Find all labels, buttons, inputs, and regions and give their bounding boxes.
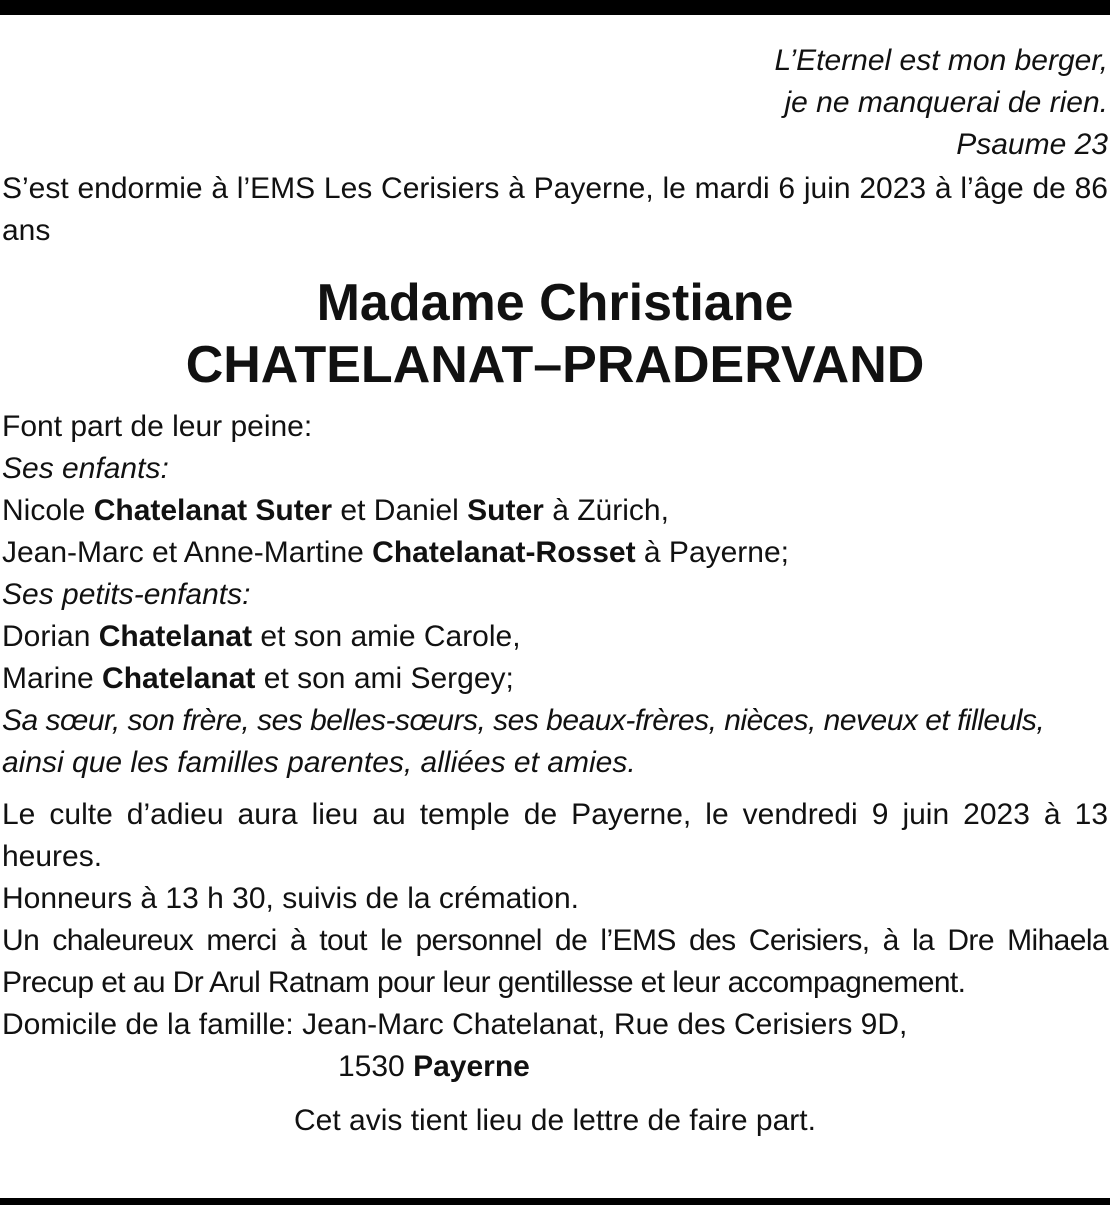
- child-1-first: Nicole: [2, 494, 94, 527]
- family-heading: Font part de leur peine:: [2, 410, 313, 443]
- family-list: [2, 406, 1108, 784]
- child-entry-1: [2, 490, 1108, 532]
- grandchild-entry-1: [2, 616, 1108, 658]
- family-address-line-1: Domicile de la famille: Jean-Marc Chatelanat, Rue des Cerisiers 9D,: [2, 1008, 908, 1041]
- family-address-line-2: [2, 1046, 1108, 1088]
- intro-text: S’est endormie à l’EMS Les Cerisiers à Payerne, le mardi 6 juin 2023 à l’âge de 86 ans: [2, 172, 1108, 247]
- service-info: Le culte d’adieu aura lieu au temple de Payerne, le vendredi 9 juin 2023 à 13 heures.: [2, 798, 1108, 873]
- grandchildren-label: Ses petits-enfants:: [2, 578, 251, 611]
- deceased-name-line-1: Madame Christiane: [316, 274, 794, 332]
- grandchild-1-first: Dorian: [2, 620, 99, 653]
- grandchild-2-first: Marine: [2, 662, 103, 695]
- bottom-rule: [0, 1198, 1110, 1205]
- deceased-name-line-2: CHATELANAT–PRADERVAND: [185, 336, 925, 394]
- grandchild-entry-2: [2, 658, 1108, 700]
- ceremony-details: [2, 794, 1108, 1142]
- grandchild-1-surname: Chatelanat: [98, 620, 253, 653]
- closing-note: Cet avis tient lieu de lettre de faire part.: [294, 1104, 816, 1137]
- grandchild-2-surname: Chatelanat: [102, 662, 256, 695]
- child-2-surname: Chatelanat-Rosset: [372, 536, 636, 569]
- child-2-place: à Payerne;: [635, 536, 790, 569]
- child-2-first: Jean-Marc et Anne-Martine: [2, 536, 373, 569]
- verse-line-1: L’Eternel est mon berger,: [774, 44, 1108, 77]
- child-entry-2: [2, 532, 1108, 574]
- honours-info: Honneurs à 13 h 30, suivis de la crémation.: [2, 882, 579, 915]
- deceased-name: [2, 272, 1108, 396]
- child-1-mid: et Daniel: [332, 494, 468, 527]
- thanks-text: Un chaleureux merci à tout le personnel de l’EMS des Cerisiers, à la Dre Mihaela Precup et au Dr Arul Ratnam pour leur gentillesse et leur accompagnement.: [2, 924, 1108, 999]
- child-1-surname-2: Suter: [467, 494, 544, 527]
- child-1-place: à Zürich,: [543, 494, 669, 527]
- verse-reference: Psaume 23: [956, 128, 1108, 161]
- grandchild-2-rest: et son ami Sergey;: [255, 662, 514, 695]
- death-notice: [2, 40, 1108, 1142]
- other-relatives-line-1: Sa sœur, son frère, ses belles-sœurs, ses beaux-frères, nièces, neveux et filleuls,: [2, 704, 1045, 737]
- address-town: Payerne: [413, 1050, 530, 1083]
- children-label: Ses enfants:: [2, 452, 169, 485]
- child-1-surname: Chatelanat Suter: [93, 494, 333, 527]
- verse-line-2: je ne manquerai de rien.: [784, 86, 1108, 119]
- other-relatives-line-2: ainsi que les familles parentes, alliées et amies.: [2, 746, 636, 779]
- bible-verse: [2, 40, 1108, 166]
- top-rule: [0, 0, 1110, 15]
- grandchild-1-rest: et son amie Carole,: [252, 620, 521, 653]
- address-postcode: 1530: [338, 1050, 414, 1083]
